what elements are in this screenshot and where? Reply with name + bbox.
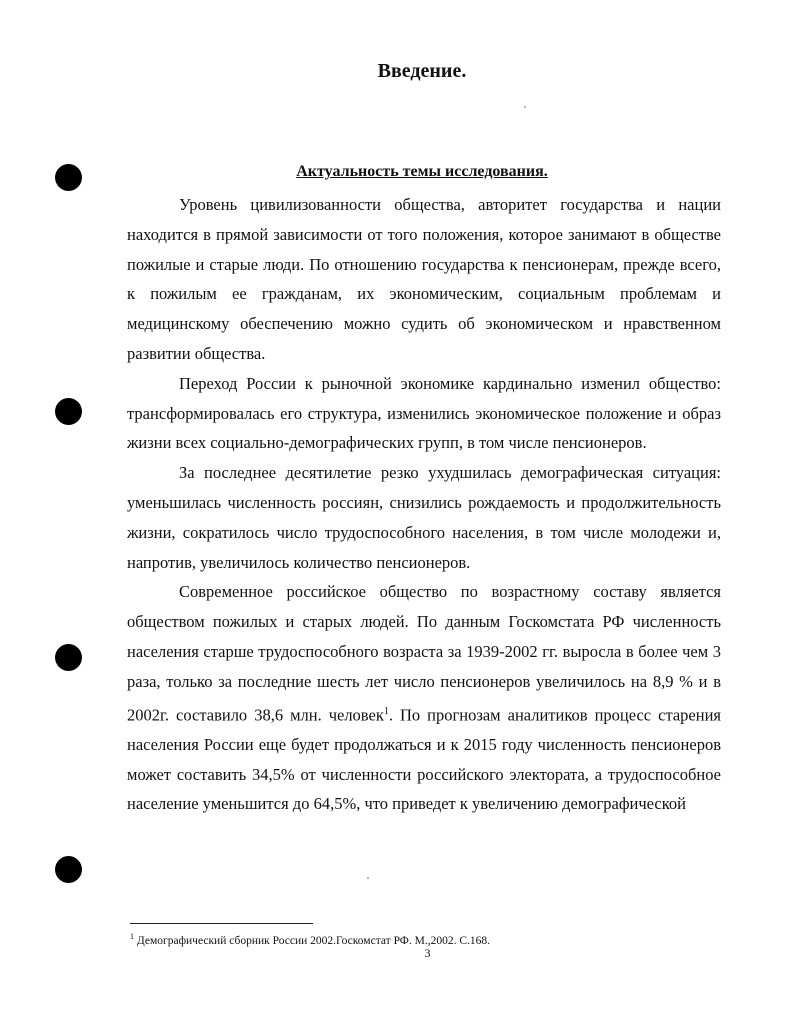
binder-hole xyxy=(55,398,82,425)
page-title: Введение. xyxy=(377,60,467,82)
body-text xyxy=(127,190,721,819)
paragraph xyxy=(127,577,721,819)
page-number: 3 xyxy=(424,946,431,960)
footnote xyxy=(130,932,490,947)
scan-speck xyxy=(367,877,369,879)
binder-hole xyxy=(55,856,82,883)
paragraph-text: Современное российское общество по возрастному составу является обществом пожилых и старых людей. По данным Госкомстата РФ численность населения старше трудоспособного возраста за 1939-2002 гг. выросла в более чем 3 раза, только за последние шесть лет число пенсионеров увеличилось на 8,9 % и в 2002г. составило 38,6 млн. человек xyxy=(127,582,721,725)
paragraph: Уровень цивилизованности общества, авторитет государства и нации находится в прямой зависимости от того положения, которое занимают в обществе пожилые и старые люди. По отношению государства к пенсионерам, прежде всего, к пожилым ее гражданам, их экономическим, социальным проблемам и медицинскому обеспечению можно судить об экономическом и нравственном развитии общества. xyxy=(127,195,721,363)
footnote-marker: 1 xyxy=(130,932,134,941)
footnote-text: Демографический сборник России 2002.Госкомстат РФ. М.,2002. С.168. xyxy=(134,934,490,947)
binder-hole xyxy=(55,644,82,671)
paragraph: За последнее десятилетие резко ухудшилась демографическая ситуация: уменьшилась численность россиян, снизились рождаемость и продолжительность жизни, сократилось число трудоспособного населения, в том числе молодежи и, напротив, увеличилось количество пенсионеров. xyxy=(127,463,721,572)
section-heading: Актуальность темы исследования. xyxy=(296,163,548,180)
scan-speck xyxy=(524,106,526,108)
paragraph-text: . По прогнозам аналитиков процесс старения населения России еще будет продолжаться и к 2015 году численность пенсионеров может составить 34,5% от численности российского электората, а трудоспособное население уменьшится до 64,5%, что приведет к увеличению демографической xyxy=(127,705,722,814)
footnote-reference: 1 xyxy=(383,705,389,717)
paragraph: Переход России к рыночной экономике кардинально изменил общество: трансформировалась его структура, изменились экономическое положение и образ жизни всех социально-демографических групп, в том числе пенсионеров. xyxy=(127,373,721,453)
footnote-divider xyxy=(130,923,313,924)
